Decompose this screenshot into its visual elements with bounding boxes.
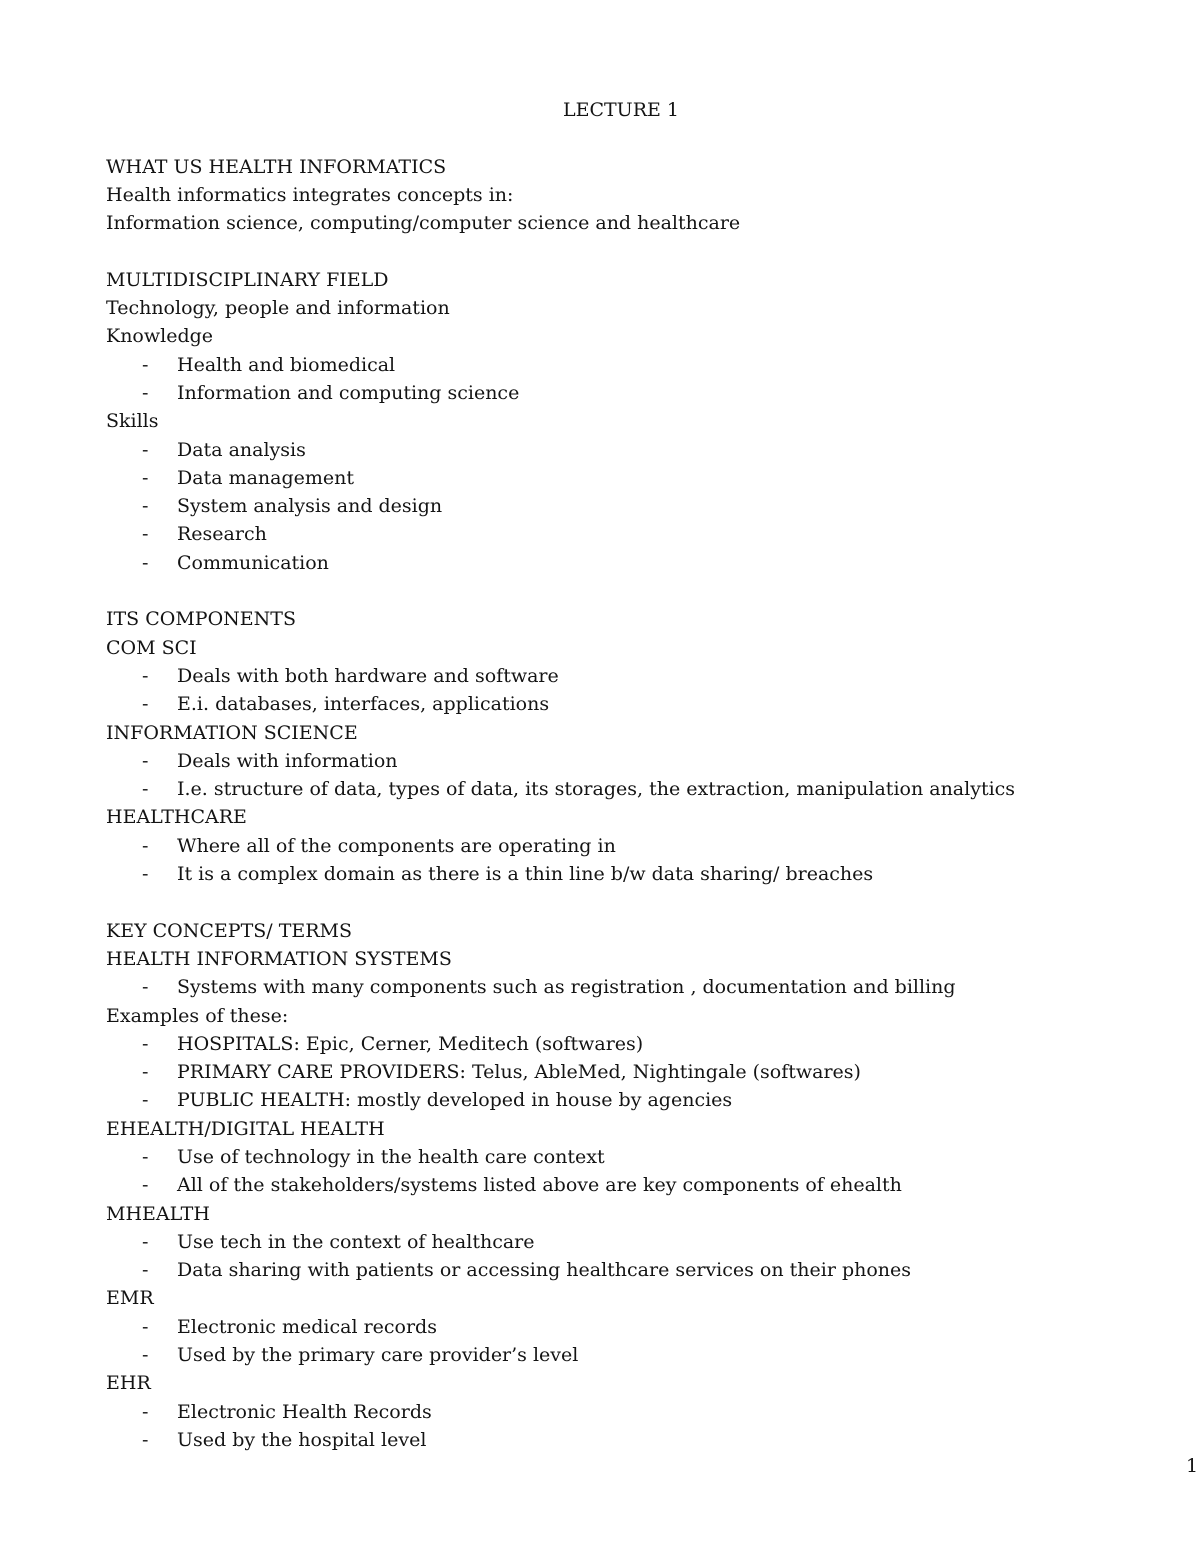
bullet-text: Use of technology in the health care context [177, 1145, 605, 1168]
blank-line [106, 888, 1106, 916]
section-heading: EHEALTH/DIGITAL HEALTH [106, 1117, 385, 1140]
text-line: Skills [106, 410, 159, 433]
bullet-marker: - [142, 1315, 149, 1338]
bullet-text: Systems with many components such as registration , documentation and billing [177, 976, 956, 999]
bullet-item [106, 1341, 1106, 1369]
bullet-text: Communication [177, 551, 329, 574]
bullet-text: All of the stakeholders/systems listed above are key components of ehealth [177, 1174, 902, 1197]
section-heading: HEALTH INFORMATION SYSTEMS [106, 947, 452, 970]
bullet-text: PUBLIC HEALTH: mostly developed in house by agencies [177, 1089, 733, 1112]
bullet-text: Used by the primary care provider’s level [177, 1344, 579, 1367]
bullet-marker: - [142, 1230, 149, 1253]
bullet-marker: - [142, 976, 149, 999]
bullet-item [106, 492, 1106, 520]
bullet-marker: - [142, 1174, 149, 1197]
bullet-item [106, 520, 1106, 548]
section-heading: MHEALTH [106, 1202, 210, 1225]
bullet-marker: - [142, 1259, 149, 1282]
bullet-text: Deals with both hardware and software [177, 664, 559, 687]
text-line: Health informatics integrates concepts in: [106, 183, 514, 206]
bullet-item [106, 747, 1106, 775]
bullet-item [106, 662, 1106, 690]
document-page [106, 96, 1106, 1454]
section-heading: INFORMATION SCIENCE [106, 721, 358, 744]
section-heading: MULTIDISCIPLINARY FIELD [106, 268, 389, 291]
bullet-item [106, 1228, 1106, 1256]
bullet-text: I.e. structure of data, types of data, its storages, the extraction, manipulation analytics [177, 778, 1016, 801]
bullet-marker: - [142, 466, 149, 489]
bullet-text: Where all of the components are operating in [177, 834, 616, 857]
bullet-item [106, 1030, 1106, 1058]
section-heading: HEALTHCARE [106, 806, 247, 829]
section-heading: COM SCI [106, 636, 197, 659]
bullet-item [106, 690, 1106, 718]
bullet-item [106, 973, 1106, 1001]
bullet-item [106, 1426, 1106, 1454]
bullet-item [106, 1058, 1106, 1086]
section-heading: EHR [106, 1372, 151, 1395]
bullet-text: Information and computing science [177, 381, 520, 404]
bullet-item [106, 1398, 1106, 1426]
bullet-marker: - [142, 381, 149, 404]
text-line: Information science, computing/computer science and healthcare [106, 212, 741, 235]
bullet-marker: - [142, 1061, 149, 1084]
bullet-item [106, 832, 1106, 860]
bullet-marker: - [142, 353, 149, 376]
bullet-text: Use tech in the context of healthcare [177, 1230, 535, 1253]
bullet-marker: - [142, 778, 149, 801]
bullet-marker: - [142, 1400, 149, 1423]
bullet-text: Data analysis [177, 438, 306, 461]
bullet-item [106, 464, 1106, 492]
section-heading: WHAT US HEALTH INFORMATICS [106, 155, 447, 178]
bullet-text: E.i. databases, interfaces, applications [177, 693, 550, 716]
bullet-item [106, 1086, 1106, 1114]
bullet-marker: - [142, 1145, 149, 1168]
bullet-text: Electronic medical records [177, 1315, 437, 1338]
bullet-marker: - [142, 863, 149, 886]
bullet-marker: - [142, 523, 149, 546]
bullet-text: Research [177, 523, 267, 546]
page-number: 1 [1186, 1455, 1199, 1477]
bullet-text: Data management [177, 466, 355, 489]
blank-line [106, 237, 1106, 265]
bullet-marker: - [142, 749, 149, 772]
bullet-item [106, 1143, 1106, 1171]
section-heading: ITS COMPONENTS [106, 608, 296, 631]
bullet-marker: - [142, 1089, 149, 1112]
bullet-item [106, 1171, 1106, 1199]
bullet-text: Deals with information [177, 749, 398, 772]
blank-line [106, 124, 1106, 152]
section-heading: KEY CONCEPTS/ TERMS [106, 919, 353, 942]
bullet-marker: - [142, 693, 149, 716]
bullet-text: Health and biomedical [177, 353, 396, 376]
document-body [106, 124, 1106, 1454]
bullet-item [106, 1256, 1106, 1284]
bullet-item [106, 860, 1106, 888]
bullet-marker: - [142, 664, 149, 687]
text-line: Examples of these: [106, 1004, 289, 1027]
section-heading: EMR [106, 1287, 154, 1310]
blank-line [106, 577, 1106, 605]
bullet-text: System analysis and design [177, 495, 443, 518]
bullet-item [106, 436, 1106, 464]
text-line: Technology, people and information [106, 297, 450, 320]
bullet-item [106, 549, 1106, 577]
bullet-marker: - [142, 1344, 149, 1367]
text-line: Knowledge [106, 325, 214, 348]
bullet-text: Used by the hospital level [177, 1428, 427, 1451]
bullet-item [106, 1313, 1106, 1341]
bullet-marker: - [142, 495, 149, 518]
bullet-item [106, 351, 1106, 379]
bullet-text: HOSPITALS: Epic, Cerner, Meditech (softwares) [177, 1032, 644, 1055]
bullet-marker: - [142, 551, 149, 574]
bullet-text: PRIMARY CARE PROVIDERS: Telus, AbleMed, Nightingale (softwares) [177, 1061, 861, 1084]
bullet-text: It is a complex domain as there is a thin line b/w data sharing/ breaches [177, 863, 874, 886]
bullet-text: Electronic Health Records [177, 1400, 432, 1423]
page-title: LECTURE 1 [562, 99, 679, 121]
bullet-marker: - [142, 834, 149, 857]
bullet-marker: - [142, 1032, 149, 1055]
bullet-marker: - [142, 1428, 149, 1451]
bullet-item [106, 379, 1106, 407]
bullet-item [106, 775, 1106, 803]
bullet-text: Data sharing with patients or accessing healthcare services on their phones [177, 1259, 912, 1282]
bullet-marker: - [142, 438, 149, 461]
